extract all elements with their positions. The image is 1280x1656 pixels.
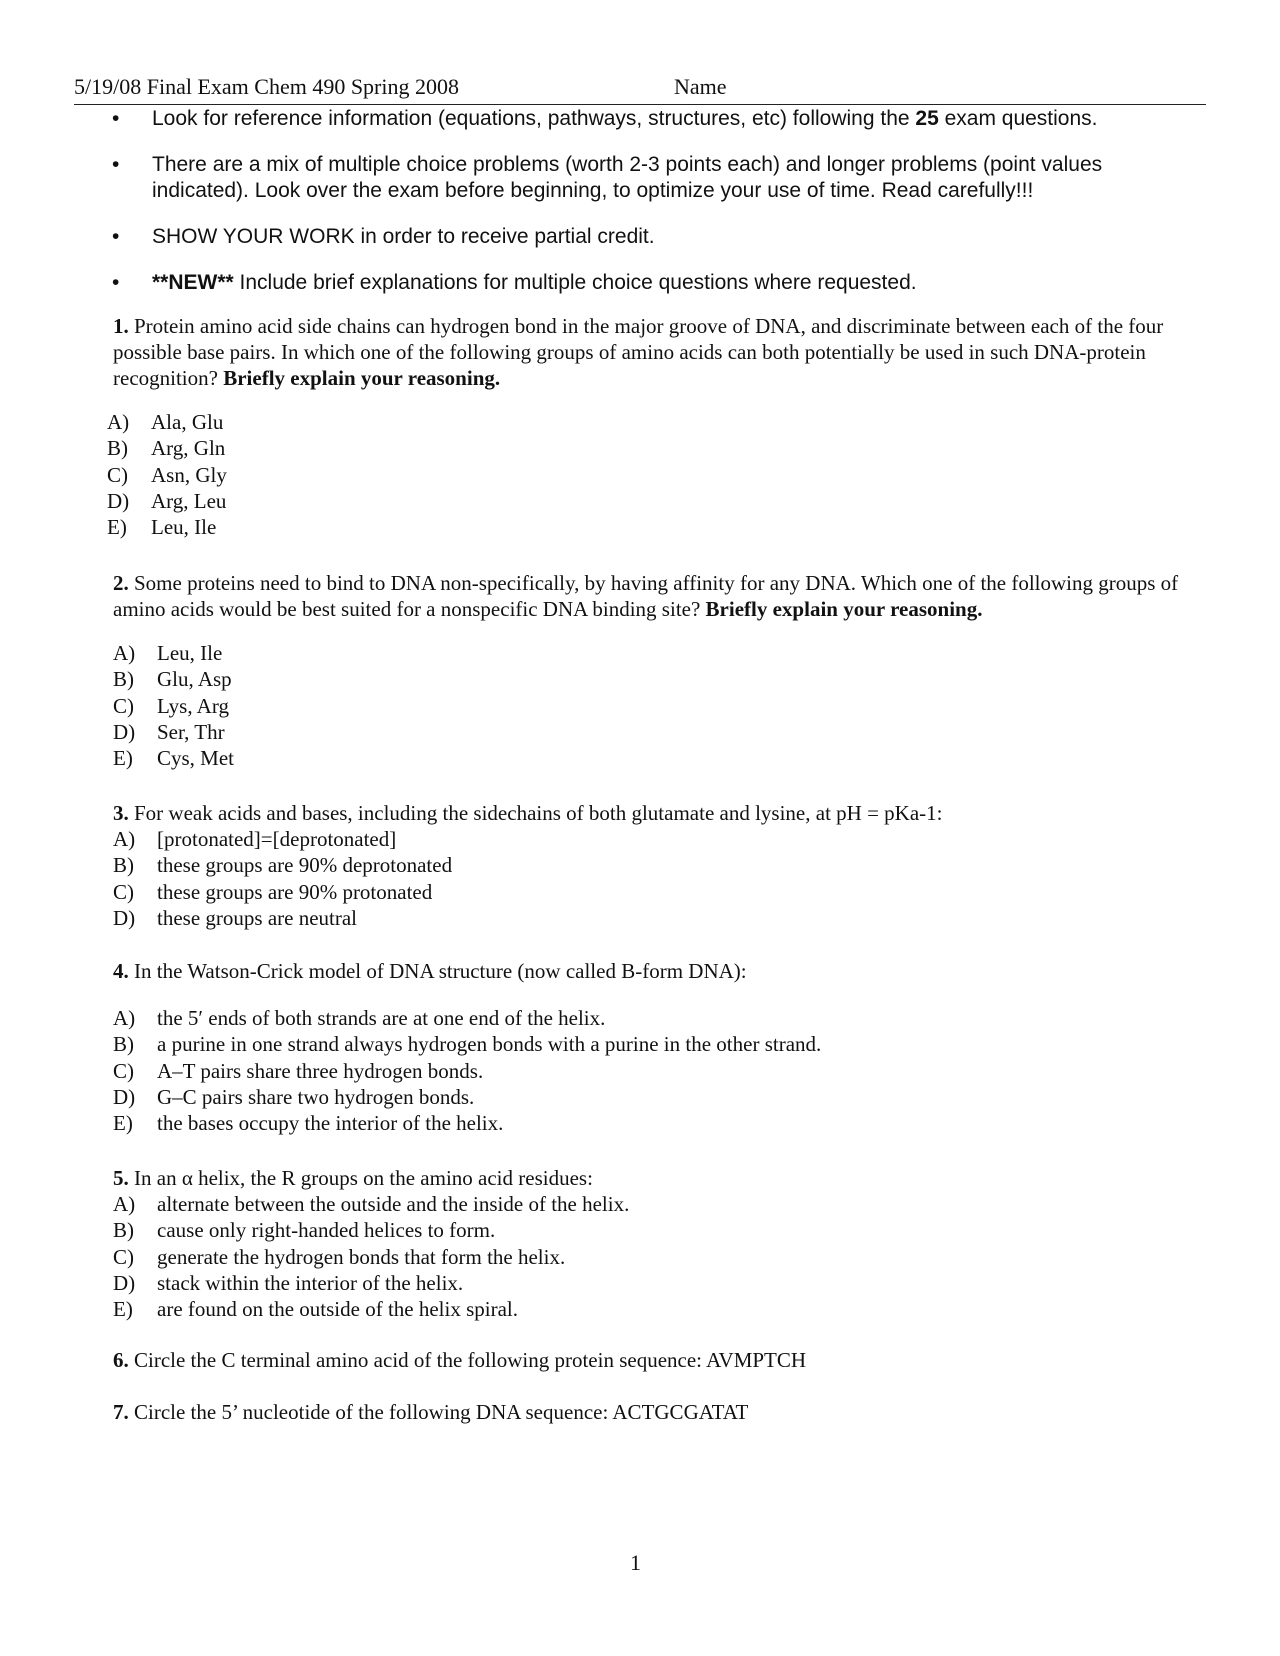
question-text: Circle the 5’ nucleotide of the following DNA sequence: ACTGCGATAT — [128, 1400, 749, 1424]
question-text: For weak acids and bases, including the sidechains of both glutamate and lysine, at pH = pKa-1: — [128, 801, 943, 825]
option-c: C) Asn, Gly — [107, 462, 227, 487]
question-text: In an α helix, the R groups on the amino acid residues: — [128, 1166, 593, 1190]
option-d: D) these groups are neutral — [113, 905, 358, 930]
question-number: 5. — [113, 1166, 129, 1190]
question-text: Circle the C terminal amino acid of the following protein sequence: AVMPTCH — [128, 1348, 807, 1372]
question-emphasis: Briefly explain your reasoning. — [223, 366, 501, 390]
bullet-icon: • — [112, 271, 120, 294]
instructions-list — [112, 106, 1202, 316]
question-number: 4. — [113, 959, 129, 983]
question-3-options — [113, 826, 452, 931]
question-2-options — [113, 640, 234, 771]
question-number: 1. — [113, 314, 129, 338]
option-d: D) G–C pairs share two hydrogen bonds. — [113, 1084, 475, 1109]
instruction-item: • **NEW** Include brief explanations for multiple choice questions where requested. — [112, 271, 917, 294]
option-c: C) these groups are 90% protonated — [113, 879, 433, 904]
question-5 — [113, 1165, 1203, 1191]
option-c: C) generate the hydrogen bonds that form the helix. — [113, 1244, 566, 1269]
page-header — [74, 74, 1206, 105]
question-6 — [113, 1347, 1203, 1373]
bullet-icon: • — [112, 225, 120, 248]
option-e: E) are found on the outside of the helix spiral. — [113, 1297, 518, 1322]
question-text: In the Watson-Crick model of DNA structure (now called B-form DNA): — [128, 959, 747, 983]
question-number: 3. — [113, 801, 129, 825]
exam-title: 5/19/08 Final Exam Chem 490 Spring 2008 — [74, 74, 459, 99]
question-3 — [113, 800, 1203, 826]
question-5-options — [113, 1191, 629, 1322]
question-1-options — [107, 409, 227, 540]
option-b: B) these groups are 90% deprotonated — [113, 853, 453, 878]
question-text: Protein amino acid side chains can hydrogen bond in the major groove of DNA, and discriminate between each of the four possible base pairs. In which one of the following groups of amino acids can both potentially be used in such DNA-protein recognition? — [113, 314, 1164, 390]
instruction-item: • There are a mix of multiple choice problems (worth 2-3 points each) and longer problems (point values indicated). Look over the exam before beginning, to optimize your use of time. Read carefully!!! — [112, 153, 1103, 202]
option-a: A) Leu, Ile — [113, 641, 223, 665]
question-number: 6. — [113, 1348, 129, 1372]
option-a: A) the 5′ ends of both strands are at one end of the helix. — [113, 1006, 606, 1030]
question-text: Some proteins need to bind to DNA non-specifically, by having affinity for any DNA. Which one of the following groups of amino acids would be best suited for a nonspecific DNA binding site? — [113, 571, 1179, 621]
question-emphasis: Briefly explain your reasoning. — [705, 597, 983, 621]
option-e: E) Cys, Met — [113, 746, 235, 771]
bullet-icon: • — [112, 153, 120, 176]
option-b: B) a purine in one strand always hydrogen bonds with a purine in the other strand. — [113, 1032, 822, 1057]
question-7 — [113, 1399, 1203, 1425]
bullet-icon: • — [112, 107, 120, 130]
option-d: D) stack within the interior of the helix. — [113, 1270, 464, 1295]
option-b: B) Glu, Asp — [113, 667, 232, 692]
question-4-options — [113, 1005, 821, 1136]
question-4 — [113, 958, 1203, 984]
question-number: 2. — [113, 571, 129, 595]
option-e: E) the bases occupy the interior of the helix. — [113, 1111, 504, 1136]
name-label: Name — [674, 74, 727, 99]
question-2 — [113, 570, 1203, 622]
page-number: 1 — [630, 1550, 641, 1575]
option-d: D) Ser, Thr — [113, 719, 225, 744]
question-number: 7. — [113, 1400, 129, 1424]
option-b: B) cause only right-handed helices to form. — [113, 1218, 496, 1243]
option-a: A) [protonated]=[deprotonated] — [113, 827, 397, 851]
option-c: C) Lys, Arg — [113, 693, 229, 718]
option-b: B) Arg, Gln — [107, 436, 226, 461]
instruction-item: • Look for reference information (equations, pathways, structures, etc) following the 25 exam questions. — [112, 107, 1098, 130]
option-a: A) alternate between the outside and the inside of the helix. — [113, 1192, 630, 1216]
option-d: D) Arg, Leu — [107, 488, 227, 513]
option-a: A) Ala, Glu — [107, 410, 224, 434]
instruction-item: • SHOW YOUR WORK in order to receive partial credit. — [112, 225, 655, 248]
question-1 — [113, 313, 1203, 391]
option-c: C) A–T pairs share three hydrogen bonds. — [113, 1058, 484, 1083]
option-e: E) Leu, Ile — [107, 515, 217, 540]
